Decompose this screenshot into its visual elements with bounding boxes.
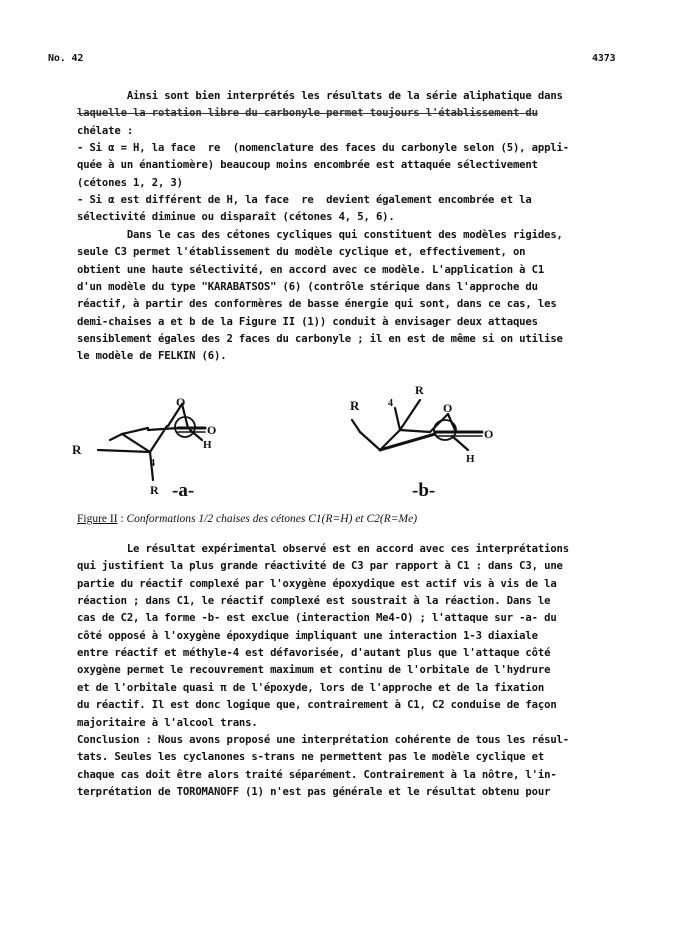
- atom-label: O: [443, 401, 453, 415]
- figure-caption-text: Conformations 1/2 chaises des cétones C1(R=H) et C2(R=Me): [126, 513, 418, 525]
- ring-bond-b3: [400, 430, 430, 432]
- text-line: chélate :: [77, 124, 134, 137]
- ring-bond-a5: [110, 434, 122, 440]
- text-line: Le résultat expérimental observé est en accord avec ces interprétations: [77, 543, 570, 555]
- bond-h-b: [452, 436, 468, 450]
- atom-label: R: [350, 398, 360, 413]
- figure-ii: [0, 370, 680, 510]
- text-line: Conclusion : Nous avons proposé une interprétation cohérente de tous les résul-: [77, 733, 570, 746]
- text-line: le modèle de FELKIN (6).: [77, 350, 227, 363]
- figure-caption: [77, 513, 417, 525]
- atom-label: 4: [388, 398, 393, 409]
- atom-label: H: [466, 453, 475, 465]
- text-line: d'un modèle du type "KARABATSOS" (6) (contrôle stérique dans l'approche du: [77, 280, 538, 293]
- text-line: (cétones 1, 2, 3): [77, 176, 183, 189]
- bond-r-substituent-b: [400, 400, 420, 430]
- text-line: Ainsi sont bien interprétés les résultats de la série aliphatique dans: [77, 90, 563, 102]
- text-line: obtient une haute sélectivité, en accord avec ce modèle. L'application à C1: [77, 263, 545, 276]
- atom-label: 4: [150, 458, 155, 469]
- ring-bond-a4: [122, 428, 148, 434]
- ring-bond-a1: [122, 434, 150, 452]
- text-line: entre réactif et méthyle-4 est défavorisée, d'autant plus que l'attaque côté: [77, 647, 551, 660]
- atom-label: R: [72, 442, 82, 457]
- ring-bond-b5: [352, 420, 360, 432]
- figure-caption-prefix: Figure II: [77, 513, 118, 525]
- text-line: terprétation de TOROMANOFF (1) n'est pas générale et le résultat obtenu pour: [77, 785, 551, 798]
- atom-label: H: [203, 439, 212, 451]
- text-line: tats. Seules les cyclanones s-trans ne permettent pas le modèle cyclique et: [77, 751, 545, 764]
- ring-bond-b1: [360, 432, 380, 450]
- text-line: côté opposé à l'oxygène époxydique impliquant une interaction 1-3 diaxiale: [77, 629, 538, 642]
- atom-label: O: [484, 427, 494, 441]
- text-line: - Si α = H, la face re (nomenclature des faces du carbonyle selon (5), appli-: [77, 142, 570, 155]
- text-line: oxygène permet le recouvrement maximum et continu de l'orbitale de l'hydrure: [77, 664, 551, 677]
- text-line: laquelle la rotation libre du carbonyle permet toujours l'établissement du: [77, 107, 538, 120]
- text-line: sensiblement égales des 2 faces du carbonyle ; il en est de même si on utilise: [77, 332, 563, 345]
- figure-caption-separator: :: [117, 513, 127, 525]
- text-line: sélectivité diminue ou disparaît (cétones 4, 5, 6).: [77, 211, 395, 224]
- text-line: du réactif. Il est donc logique que, contrairement à C1, C2 conduise de façon: [77, 699, 557, 712]
- text-line: et de l'orbitale quasi π de l'époxyde, lors de l'approche et de la fixation: [77, 681, 545, 694]
- bond-r-substituent-a: [98, 450, 150, 452]
- text-line: seule C3 permet l'établissement du modèle cyclique et, effectivement, on: [77, 246, 526, 259]
- text-line: chaque cas doit être alors traité séparément. Contrairement à la nôtre, l'in-: [77, 768, 557, 781]
- text-line: réactif, à partir des conformères de basse énergie qui sont, dans ce cas, les: [77, 298, 557, 311]
- ring-bond-a3: [148, 428, 178, 430]
- atom-label: O: [207, 423, 217, 437]
- text-line: quée à un énantiomère) beaucoup moins encombrée est attaquée sélectivement: [77, 159, 538, 172]
- text-line: réaction ; dans C1, le réactif complexé est soustrait à la réaction. Dans le: [77, 595, 551, 608]
- text-line: - Si α est différent de H, la face re devient également encombrée et la: [77, 194, 532, 207]
- page-number: 4373: [592, 53, 616, 64]
- epoxide-bond-b1: [430, 414, 448, 432]
- atom-label: O: [176, 395, 186, 409]
- conformation-label-b: -b-: [412, 480, 436, 501]
- conformation-b: [352, 400, 482, 450]
- text-line: partie du réactif complexé par l'oxygène époxydique est actif vis à vis de la: [77, 577, 557, 590]
- text-line: demi-chaises a et b de la Figure II (1)) conduit à envisager deux attaques: [77, 315, 538, 328]
- text-line: qui justifient la plus grande réactivité de C3 par rapport à C1 : dans C3, une: [77, 560, 563, 573]
- text-line: cas de C2, la forme -b- est exclue (interaction Me4-O) ; l'attaque sur -a- du: [77, 612, 557, 625]
- conformation-label-a: -a-: [172, 480, 195, 501]
- ring-bond-b6: [395, 408, 400, 430]
- text-line: majoritaire à l'alcool trans.: [77, 716, 258, 729]
- conformation-drawings: [0, 370, 680, 510]
- journal-issue-number: No. 42: [48, 53, 84, 64]
- atom-label: R: [150, 483, 159, 497]
- atom-label: R: [415, 383, 424, 397]
- text-line: Dans le cas des cétones cycliques qui constituent des modèles rigides,: [77, 228, 563, 241]
